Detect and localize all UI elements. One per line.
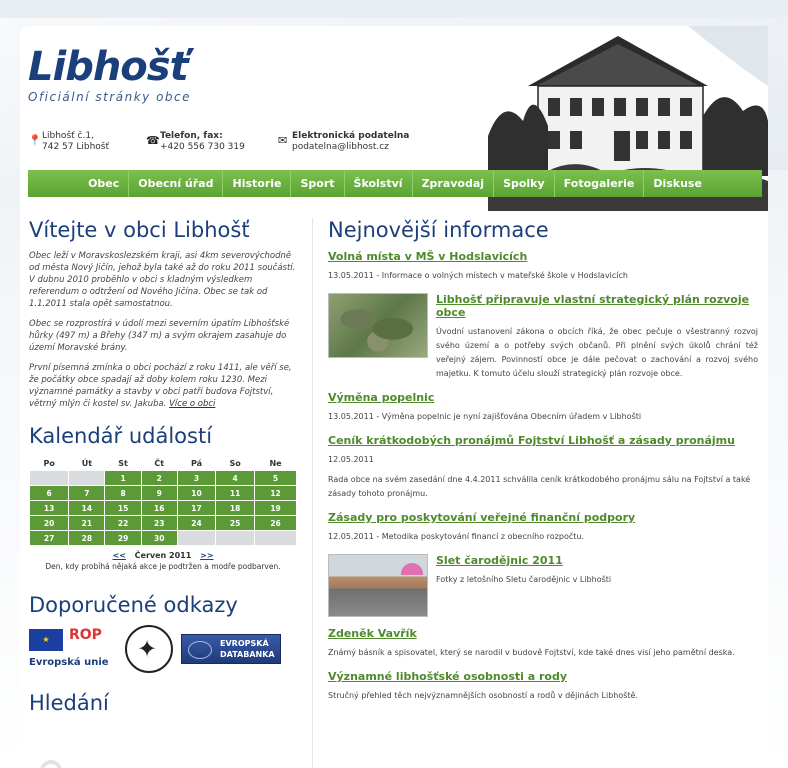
news-link[interactable]: Zdeněk Vavřík (328, 627, 417, 640)
links-title: Doporučené odkazy (29, 593, 238, 617)
news-text: 12.05.2011 - Metodika poskytování financí z obecního rozpočtu. (328, 532, 585, 541)
calendar-cell (255, 531, 296, 545)
news-text: Úvodní ustanovení zákona o obcích říká, že obec pečuje o všestranný rozvoj svého území a o potřeby svých občanů. Při plnění svých úkolů chrání též veřejný zájem. Povinností obce je dále pečovat o zachování a rozvoj svého majetku. K tomuto účelu slouží strategický plán rozvoje obce. (436, 327, 758, 378)
mail-icon: ✉ (278, 134, 288, 147)
police-link[interactable] (125, 625, 173, 673)
evropska-databanka-link[interactable]: EVROPSKÁ DATABANKA (181, 634, 281, 664)
news-title: Nejnovější informace (328, 218, 549, 242)
calendar-cell[interactable]: 17 (178, 501, 215, 515)
calendar-grid (29, 456, 297, 546)
nav-fotogalerie[interactable]: Fotogalerie (554, 170, 644, 197)
calendar-cell[interactable]: 12 (255, 486, 296, 500)
calendar-cell[interactable]: 2 (142, 471, 177, 485)
calendar-cell[interactable]: 4 (216, 471, 254, 485)
news-item (328, 434, 758, 501)
nav-obecni-urad[interactable]: Obecní úřad (128, 170, 222, 197)
day-header: So (229, 459, 241, 468)
news-text: 13.05.2011 - Informace o volných místech v mateřské škole v Hodslavicích (328, 271, 628, 280)
calendar-cell[interactable]: 21 (69, 516, 104, 530)
column-divider (312, 218, 313, 768)
news-text: Známý básník a spisovatel, který se narodil v budově Fojtství, kde také dnes visí jeho pamětní deska. (328, 648, 735, 657)
calendar-note: Den, kdy probíhá nějaká akce je podtržen a modře podbarven. (45, 562, 281, 571)
calendar-cell[interactable]: 9 (142, 486, 177, 500)
news-item (328, 391, 758, 424)
phone-icon: ☎ (146, 134, 160, 147)
calendar-cell[interactable]: 13 (30, 501, 68, 515)
nav-sport[interactable]: Sport (290, 170, 343, 197)
calendar-cell[interactable]: 20 (30, 516, 68, 530)
day-header: Po (43, 459, 55, 468)
calendar-cell (178, 531, 215, 545)
calendar-cell (69, 471, 104, 485)
news-item (328, 293, 758, 381)
news-link[interactable]: Výměna popelnic (328, 391, 435, 404)
police-star-icon: ✦ (137, 635, 158, 663)
calendar-cell[interactable]: 14 (69, 501, 104, 515)
calendar-month: Červen 2011 (134, 551, 192, 560)
news-link[interactable]: Slet čarodějnic 2011 (436, 554, 563, 567)
calendar (29, 424, 297, 571)
calendar-cell[interactable]: 30 (142, 531, 177, 545)
left-column (29, 218, 297, 723)
rop-logo: ROP (69, 627, 102, 643)
umbrella-icon (401, 563, 423, 575)
calendar-cell[interactable]: 7 (69, 486, 104, 500)
welcome-title: Vítejte v obci Libhošť (29, 218, 250, 242)
calendar-cell[interactable]: 22 (105, 516, 140, 530)
calendar-cell[interactable]: 25 (216, 516, 254, 530)
calendar-cell[interactable]: 8 (105, 486, 140, 500)
nav-zpravodaj[interactable]: Zpravodaj (412, 170, 494, 197)
day-header: Pá (190, 459, 202, 468)
news-text: Fotky z letošního Sletu čarodějnic v Libhošti (436, 575, 612, 584)
nav-obec[interactable]: Obec (88, 177, 120, 190)
news-column (328, 218, 758, 713)
calendar-cell (30, 471, 68, 485)
pin-icon: 📍 (28, 134, 42, 147)
nav-spolky[interactable]: Spolky (493, 170, 554, 197)
more-link[interactable]: Více o obci (169, 399, 216, 409)
recommended-links (29, 593, 297, 673)
news-item (328, 511, 758, 544)
calendar-cell[interactable]: 18 (216, 501, 254, 515)
news-item (328, 670, 758, 703)
podatelna: ✉ Elektronická podatelna podatelna@libhost.cz (278, 131, 410, 152)
calendar-title: Kalendář událostí (29, 424, 213, 448)
site-subtitle: Oficiální stránky obce (28, 90, 192, 104)
news-item (328, 627, 758, 660)
calendar-cell[interactable]: 27 (30, 531, 68, 545)
news-date: 12.05.2011 (328, 455, 374, 464)
calendar-cell[interactable]: 19 (255, 501, 296, 515)
welcome-text: Obec leží v Moravskoslezském kraji, asi 4km severovýchodně od města Nový Jičín, jehož byla také až do roku 2011 součástí. V dubnu 2010 proběhlo v obci s kladným výsledkem referendum o odtržení od Nového Jičína. Obec se tak od 1.1.2011 stala opět samostatnou. Obec se rozprostírá v údolí mezi severním úpatím Libhošťské hůrky (497 m) a Břehy (347 m) a svým okrajem zasahuje do území Moravské brány. První písemná zmínka o obci pochází z roku 1411, ale věří se, že počátky obce spadají až doby kolem roku 1230. Mezi významné památky a stavby v obci patří budova Fojtství, větrný mlýn či kostel sv. Jakuba. Více o obci (29, 251, 296, 409)
prev-month-link[interactable]: << (112, 551, 126, 560)
news-text: Rada obce na svém zasedání dne 4.4.2011 schválila ceník krátkodobého pronájmu sálu na Fojtství a také zásady tohoto pronájmu. (328, 475, 751, 498)
news-thumbnail[interactable] (328, 293, 428, 358)
calendar-cell[interactable]: 23 (142, 516, 177, 530)
link-logos (29, 625, 297, 673)
nav-skolstvi[interactable]: Školství (344, 170, 412, 197)
news-link[interactable]: Zásady pro poskytování veřejné finanční podpory (328, 511, 636, 524)
news-link[interactable]: Významné libhošťské osobnosti a rody (328, 670, 567, 683)
calendar-nav (29, 551, 297, 560)
day-header: Ne (269, 459, 282, 468)
news-text: Stručný přehled těch nejvýznamnějších osobností a rodů v dějinách Libhoště. (328, 691, 639, 700)
calendar-cell[interactable]: 15 (105, 501, 140, 515)
main-nav (28, 170, 762, 197)
calendar-cell[interactable]: 6 (30, 486, 68, 500)
news-link[interactable]: Libhošť připravuje vlastní strategický plán rozvoje obce (436, 293, 750, 319)
news-item (328, 250, 758, 283)
phone: ☎ Telefon, fax: +420 556 730 319 (146, 131, 245, 152)
eu-rop-link[interactable]: ★ ROP Evropská unie (29, 627, 109, 668)
calendar-cell[interactable]: 29 (105, 531, 140, 545)
day-header: Út (81, 459, 93, 468)
calendar-cell[interactable]: 11 (216, 486, 254, 500)
eu-flag-icon: ★ (29, 629, 63, 651)
calendar-cell[interactable]: 24 (178, 516, 215, 530)
day-header: St (118, 459, 128, 468)
site-logo[interactable]: Libhošť (28, 44, 188, 90)
calendar-cell[interactable]: 10 (178, 486, 215, 500)
calendar-cell[interactable]: 26 (255, 516, 296, 530)
day-header: Čt (154, 459, 165, 468)
calendar-cell[interactable]: 28 (69, 531, 104, 545)
globe-icon (188, 641, 212, 659)
calendar-cell (216, 531, 254, 545)
news-link[interactable]: Ceník krátkodobých pronájmů Fojtství Libhošť a zásady pronájmu (328, 434, 735, 447)
calendar-cell[interactable]: 3 (178, 471, 215, 485)
calendar-cell[interactable]: 16 (142, 501, 177, 515)
news-thumbnail[interactable] (328, 554, 428, 617)
calendar-cell[interactable]: 5 (255, 471, 296, 485)
news-link[interactable]: Volná místa v MŠ v Hodslavicích (328, 250, 528, 263)
calendar-cell[interactable]: 1 (105, 471, 140, 485)
news-item (328, 554, 758, 617)
search-section (29, 691, 297, 715)
nav-diskuse[interactable]: Diskuse (643, 170, 711, 197)
search-title: Hledání (29, 691, 109, 715)
news-text: 13.05.2011 - Výměna popelnic je nyní zajišťována Obecním úřadem v Libhošti (328, 412, 642, 421)
address: 📍 Libhošť č.1, 742 57 Libhošť (28, 131, 110, 152)
nav-historie[interactable]: Historie (222, 170, 290, 197)
next-month-link[interactable]: >> (200, 551, 214, 560)
